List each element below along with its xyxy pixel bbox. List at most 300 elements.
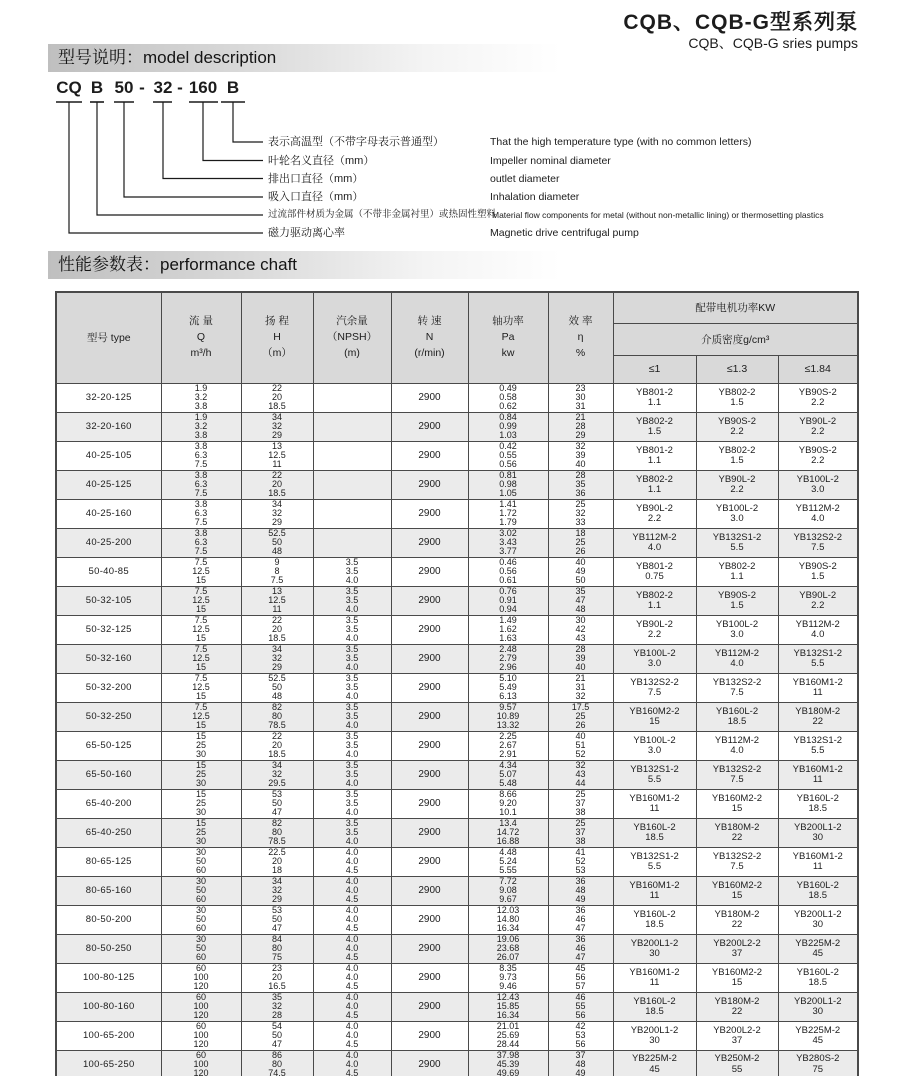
motor-model: YB160M1-2: [792, 850, 843, 862]
value-line: 6.3: [194, 449, 208, 460]
motor-cell: [696, 499, 778, 528]
value-line: 4.0: [345, 1029, 359, 1040]
motor-power-kw: 30: [812, 1006, 824, 1017]
value-line: 52.5: [268, 673, 286, 683]
head-values: [241, 702, 313, 731]
table-row: [56, 702, 858, 731]
motor-power-kw: 4.0: [811, 629, 825, 640]
value-line: 12.5: [192, 652, 210, 663]
table-row: [56, 934, 858, 963]
value-line: 32: [575, 691, 586, 702]
efficiency-values: [548, 818, 613, 847]
efficiency-values: [548, 441, 613, 470]
flow-values: [161, 876, 241, 905]
pump-type: 80-65-160: [56, 876, 161, 905]
efficiency-values: [548, 470, 613, 499]
motor-cell: [696, 441, 778, 470]
shaft-power-values: [468, 992, 548, 1021]
motor-cell: [696, 789, 778, 818]
motor-cell: [778, 702, 858, 731]
motor-cell: [696, 412, 778, 441]
speed-value: 2900: [391, 731, 468, 760]
code-label-cn: 磁力驱动离心率: [268, 227, 345, 239]
motor-cell: [778, 1021, 858, 1050]
flow-values: [161, 731, 241, 760]
value-line: 4.5: [345, 1039, 359, 1050]
value-line: 4.0: [345, 1000, 359, 1011]
motor-model: YB112M-2: [795, 618, 840, 630]
value-line: 9.46: [499, 981, 517, 992]
value-line: 39: [575, 449, 586, 460]
motor-power-kw: 30: [649, 948, 660, 959]
head-values: [241, 557, 313, 586]
value-line: 0.84: [499, 412, 517, 422]
value-line: 5.49: [499, 681, 517, 692]
motor-cell: [778, 731, 858, 760]
efficiency-values: [548, 905, 613, 934]
value-line: 0.98: [499, 478, 517, 489]
table-row: [56, 789, 858, 818]
value-line: 1.63: [499, 633, 517, 644]
value-line: 34: [271, 412, 282, 422]
shaft-power-values: [468, 412, 548, 441]
speed-value: 2900: [391, 992, 468, 1021]
motor-power-kw: 3.0: [730, 513, 744, 524]
motor-power-kw: 11: [649, 977, 660, 988]
motor-power-kw: 30: [812, 919, 824, 930]
motor-cell: [778, 412, 858, 441]
motor-power-kw: 18.5: [808, 977, 827, 988]
npsh-values: [313, 673, 391, 702]
value-line: 12.5: [192, 623, 210, 634]
pump-type: 80-65-125: [56, 847, 161, 876]
value-line: 80: [271, 1058, 282, 1069]
motor-power-kw: 15: [731, 890, 743, 901]
head-values: [241, 528, 313, 557]
value-line: 4.0: [345, 963, 359, 973]
efficiency-values: [548, 731, 613, 760]
value-line: 4.0: [345, 913, 359, 924]
table-row: [56, 963, 858, 992]
header-line: 转 速: [417, 315, 442, 328]
motor-model: YB112M-2: [714, 734, 760, 746]
value-line: 4.0: [345, 934, 359, 944]
value-line: 3.8: [194, 528, 208, 538]
flow-values: [161, 963, 241, 992]
value-line: 52.5: [268, 528, 286, 538]
value-line: 20: [271, 478, 282, 489]
value-line: 56: [575, 1010, 586, 1021]
flow-values: [161, 412, 241, 441]
value-line: 13.32: [496, 720, 520, 731]
value-line: 25: [575, 789, 586, 799]
npsh-values: [313, 934, 391, 963]
value-line: 16.34: [496, 923, 520, 934]
efficiency-values: [548, 1050, 613, 1076]
speed-value: 2900: [391, 760, 468, 789]
value-line: 26: [575, 720, 586, 731]
value-line: 12.5: [192, 565, 210, 576]
motor-cell: [778, 847, 858, 876]
value-line: 3.5: [345, 652, 359, 663]
shaft-power-values: [468, 731, 548, 760]
value-line: 5.24: [499, 855, 517, 866]
value-line: 12.5: [192, 594, 210, 605]
header-line: (m): [344, 347, 360, 360]
head-values: [241, 963, 313, 992]
motor-power-kw: 22: [731, 832, 743, 843]
motor-model: YB180M-2: [714, 995, 760, 1007]
motor-model: YB160M2-2: [711, 879, 763, 891]
shaft-power-values: [468, 441, 548, 470]
motor-model: YB225M-2: [632, 1053, 677, 1065]
motor-cell: [613, 615, 696, 644]
motor-cell: [778, 441, 858, 470]
efficiency-values: [548, 499, 613, 528]
motor-power-kw: 5.5: [730, 542, 744, 553]
speed-value: 2900: [391, 963, 468, 992]
npsh-values: [313, 905, 391, 934]
head-values: [241, 1050, 313, 1076]
npsh-values: [313, 760, 391, 789]
motor-power-kw: 1.5: [647, 426, 662, 437]
motor-cell: [613, 847, 696, 876]
motor-model: YB200L1-2: [630, 1024, 679, 1036]
motor-power-kw: 2.2: [811, 455, 825, 466]
header-line: 流 量: [189, 315, 213, 328]
motor-model: YB160L-2: [633, 821, 676, 833]
value-line: 3.8: [194, 499, 208, 509]
value-line: 25: [575, 536, 586, 547]
value-line: 3.5: [345, 557, 359, 567]
value-line: 2.48: [499, 644, 517, 654]
motor-model: YB801-2: [636, 444, 673, 456]
speed-value: 2900: [391, 615, 468, 644]
head-values: [241, 1021, 313, 1050]
motor-power-kw: 18.5: [808, 803, 827, 814]
col-header-type: 型号 type: [56, 292, 161, 383]
motor-cell: [778, 470, 858, 499]
pump-type: 65-40-250: [56, 818, 161, 847]
flow-values: [161, 615, 241, 644]
value-line: 26: [575, 546, 586, 557]
value-line: 21: [575, 412, 586, 422]
table-row: [56, 528, 858, 557]
shaft-power-values: [468, 383, 548, 412]
speed-value: 2900: [391, 934, 468, 963]
header-line: （NPSH）: [326, 331, 378, 344]
motor-power-kw: 11: [812, 687, 823, 698]
motor-cell: [696, 644, 778, 673]
motor-cell: [778, 557, 858, 586]
header-line: 轴功率: [492, 315, 524, 328]
value-line: 12.5: [192, 710, 210, 721]
shaft-power-values: [468, 702, 548, 731]
code-label-cn: 过流部件材质为金属（不带非金属衬里）或热固性塑料: [268, 209, 497, 220]
value-line: 4.0: [345, 1050, 359, 1060]
value-line: 100: [193, 971, 209, 982]
value-line: 7.5: [194, 586, 208, 596]
motor-model: YB200L1-2: [793, 995, 842, 1007]
motor-model: YB90S-2: [717, 415, 757, 427]
efficiency-values: [548, 876, 613, 905]
value-line: 34: [271, 876, 282, 886]
motor-power-kw: 45: [812, 948, 824, 959]
value-line: 15: [195, 604, 206, 615]
value-line: 4.0: [345, 633, 359, 644]
value-line: 13: [271, 586, 282, 596]
value-line: 8.66: [499, 789, 517, 799]
value-line: 60: [195, 865, 206, 876]
value-line: 40: [575, 557, 586, 567]
motor-power-kw: 11: [649, 890, 660, 901]
motor-cell: [613, 963, 696, 992]
motor-model: YB132S1-2: [630, 850, 679, 862]
value-line: 4.0: [345, 884, 359, 895]
npsh-values: [313, 470, 391, 499]
value-line: 4.0: [345, 604, 359, 615]
value-line: 4.0: [345, 836, 359, 847]
pump-type: 80-50-200: [56, 905, 161, 934]
efficiency-values: [548, 992, 613, 1021]
header-line: 效 率: [568, 315, 593, 328]
motor-model: YB225M-2: [795, 937, 841, 949]
header-line: Q: [196, 331, 206, 344]
shaft-power-values: [468, 876, 548, 905]
value-line: 4.5: [345, 923, 359, 934]
motor-power-kw: 7.5: [730, 774, 744, 785]
motor-model: YB280S-2: [796, 1053, 840, 1065]
value-line: 16.88: [496, 836, 520, 847]
npsh-values: [313, 528, 391, 557]
value-line: 34: [271, 499, 282, 509]
value-line: 7.5: [194, 459, 208, 470]
value-line: 54: [271, 1021, 282, 1031]
col-header-density-1: ≤1: [613, 355, 696, 383]
shaft-power-values: [468, 934, 548, 963]
value-line: 3.8: [194, 470, 208, 480]
value-line: 15: [195, 731, 206, 741]
value-line: 50: [271, 797, 282, 808]
motor-power-kw: 18.5: [645, 1006, 664, 1017]
model-code-segment: 50: [114, 78, 134, 97]
npsh-values: [313, 412, 391, 441]
value-line: 55: [575, 1000, 586, 1011]
value-line: 120: [193, 1068, 209, 1076]
value-line: 5.07: [499, 768, 517, 779]
motor-model: YB160L-2: [633, 995, 676, 1007]
value-line: 5.48: [499, 778, 517, 789]
value-line: 4.5: [345, 1010, 359, 1021]
value-line: 3.5: [345, 565, 359, 576]
motor-cell: [696, 905, 778, 934]
value-line: 49.69: [496, 1068, 520, 1076]
motor-power-kw: 22: [731, 1006, 743, 1017]
efficiency-values: [548, 1021, 613, 1050]
value-line: 22: [271, 731, 282, 741]
motor-power-kw: 1.1: [647, 484, 662, 495]
flow-values: [161, 1050, 241, 1076]
motor-power-kw: 2.2: [647, 629, 662, 640]
value-line: 32: [271, 884, 282, 895]
section-heading-performance: 性能参数表：performance chaft: [48, 251, 588, 279]
motor-power-kw: 3.0: [730, 629, 744, 640]
value-line: 3.5: [345, 586, 359, 596]
value-line: 20: [271, 391, 282, 402]
value-line: 49: [575, 565, 586, 576]
col-header-npsh: [313, 292, 391, 383]
value-line: 25: [575, 818, 586, 828]
value-line: 4.0: [345, 1021, 359, 1031]
motor-model: YB112M-2: [795, 502, 840, 514]
value-line: 74.5: [268, 1068, 286, 1076]
code-label-cn: 吸入口直径（mm）: [268, 191, 364, 203]
pump-type: 32-20-160: [56, 412, 161, 441]
value-line: 0.56: [499, 459, 517, 470]
motor-model: YB160M1-2: [792, 763, 843, 775]
value-line: 4.34: [499, 760, 517, 770]
motor-model: YB200L1-2: [793, 821, 842, 833]
value-line: 12.5: [268, 594, 286, 605]
value-line: 4.48: [499, 847, 517, 857]
value-line: 13.4: [499, 818, 517, 828]
value-line: 3.77: [499, 546, 517, 557]
motor-cell: [778, 876, 858, 905]
pump-type: 40-25-160: [56, 499, 161, 528]
value-line: 18: [271, 865, 282, 876]
motor-power-kw: 3.0: [647, 658, 662, 669]
value-line: 18.5: [268, 749, 286, 760]
motor-power-kw: 37: [731, 1035, 743, 1046]
value-line: 35: [575, 478, 586, 489]
value-line: 35: [575, 586, 586, 596]
value-line: 32: [271, 507, 282, 518]
value-line: 22.5: [268, 847, 286, 857]
efficiency-values: [548, 847, 613, 876]
value-line: 7.5: [194, 517, 208, 528]
model-code-connector-lines: [48, 78, 868, 250]
speed-value: 2900: [391, 702, 468, 731]
value-line: 15: [195, 691, 206, 702]
motor-power-kw: 1.5: [730, 455, 744, 466]
table-row: [56, 412, 858, 441]
motor-cell: [778, 818, 858, 847]
motor-cell: [778, 934, 858, 963]
value-line: 4.5: [345, 981, 359, 992]
motor-power-kw: 3.0: [647, 745, 662, 756]
value-line: 4.5: [345, 865, 359, 876]
shaft-power-values: [468, 644, 548, 673]
motor-cell: [696, 1050, 778, 1076]
value-line: 100: [193, 1000, 209, 1011]
flow-values: [161, 528, 241, 557]
table-row: [56, 615, 858, 644]
value-line: 22: [271, 615, 282, 625]
speed-value: 2900: [391, 383, 468, 412]
speed-value: 2900: [391, 412, 468, 441]
table-row: [56, 1050, 858, 1076]
pump-type: 50-32-125: [56, 615, 161, 644]
motor-power-kw: 7.5: [647, 687, 662, 698]
value-line: 60: [195, 1050, 206, 1060]
model-code-separator: -: [139, 78, 145, 97]
value-line: 37: [575, 1050, 586, 1060]
motor-cell: [778, 905, 858, 934]
header-line: Pa: [501, 331, 515, 344]
efficiency-values: [548, 615, 613, 644]
motor-cell: [613, 789, 696, 818]
value-line: 49: [575, 1068, 586, 1076]
value-line: 41: [575, 847, 586, 857]
speed-value: 2900: [391, 876, 468, 905]
motor-power-kw: 18.5: [645, 832, 664, 843]
motor-model: YB160L-2: [796, 792, 839, 804]
motor-model: YB802-2: [636, 473, 673, 485]
value-line: 46: [575, 942, 586, 953]
model-code-diagram: [48, 78, 868, 250]
value-line: 30: [195, 876, 206, 886]
performance-table-body: [56, 383, 858, 1076]
value-line: 8.35: [499, 963, 517, 973]
value-line: 47: [271, 807, 282, 818]
motor-cell: [778, 615, 858, 644]
value-line: 1.05: [499, 488, 517, 499]
value-line: 44: [575, 778, 586, 789]
value-line: 31: [575, 681, 586, 692]
motor-power-kw: 5.5: [811, 745, 825, 756]
motor-cell: [613, 1021, 696, 1050]
motor-cell: [613, 992, 696, 1021]
motor-power-kw: 22: [812, 716, 824, 727]
flow-values: [161, 470, 241, 499]
value-line: 15: [195, 662, 206, 673]
model-code-segment: B: [226, 78, 240, 97]
table-row: [56, 876, 858, 905]
efficiency-values: [548, 557, 613, 586]
value-line: 31: [575, 401, 586, 412]
performance-table: [55, 291, 859, 1076]
value-line: 29: [271, 430, 282, 441]
value-line: 2.91: [499, 749, 517, 760]
header-line: (r/min): [414, 347, 445, 360]
head-values: [241, 876, 313, 905]
motor-power-kw: 2.2: [647, 513, 662, 524]
header-line: 扬 程: [265, 315, 289, 328]
value-line: 15: [195, 789, 206, 799]
value-line: 20: [271, 855, 282, 866]
pump-type: 65-50-160: [56, 760, 161, 789]
value-line: 7.5: [194, 488, 208, 499]
table-row: [56, 1021, 858, 1050]
motor-cell: [613, 905, 696, 934]
value-line: 45.39: [496, 1058, 520, 1069]
npsh-values: [313, 731, 391, 760]
head-values: [241, 789, 313, 818]
value-line: 46: [575, 992, 586, 1002]
value-line: 30: [575, 391, 586, 402]
shaft-power-values: [468, 528, 548, 557]
page-title: CQB、CQB-G型系列泵: [623, 11, 858, 34]
value-line: 25.69: [496, 1029, 520, 1040]
motor-power-kw: 4.0: [730, 658, 744, 669]
value-line: 32: [575, 441, 586, 451]
value-line: 4.5: [345, 1068, 359, 1076]
value-line: 29: [271, 894, 282, 905]
speed-value: 2900: [391, 1050, 468, 1076]
motor-power-kw: 0.75: [645, 571, 664, 582]
value-line: 3.5: [345, 760, 359, 770]
value-line: 6.13: [499, 691, 517, 702]
